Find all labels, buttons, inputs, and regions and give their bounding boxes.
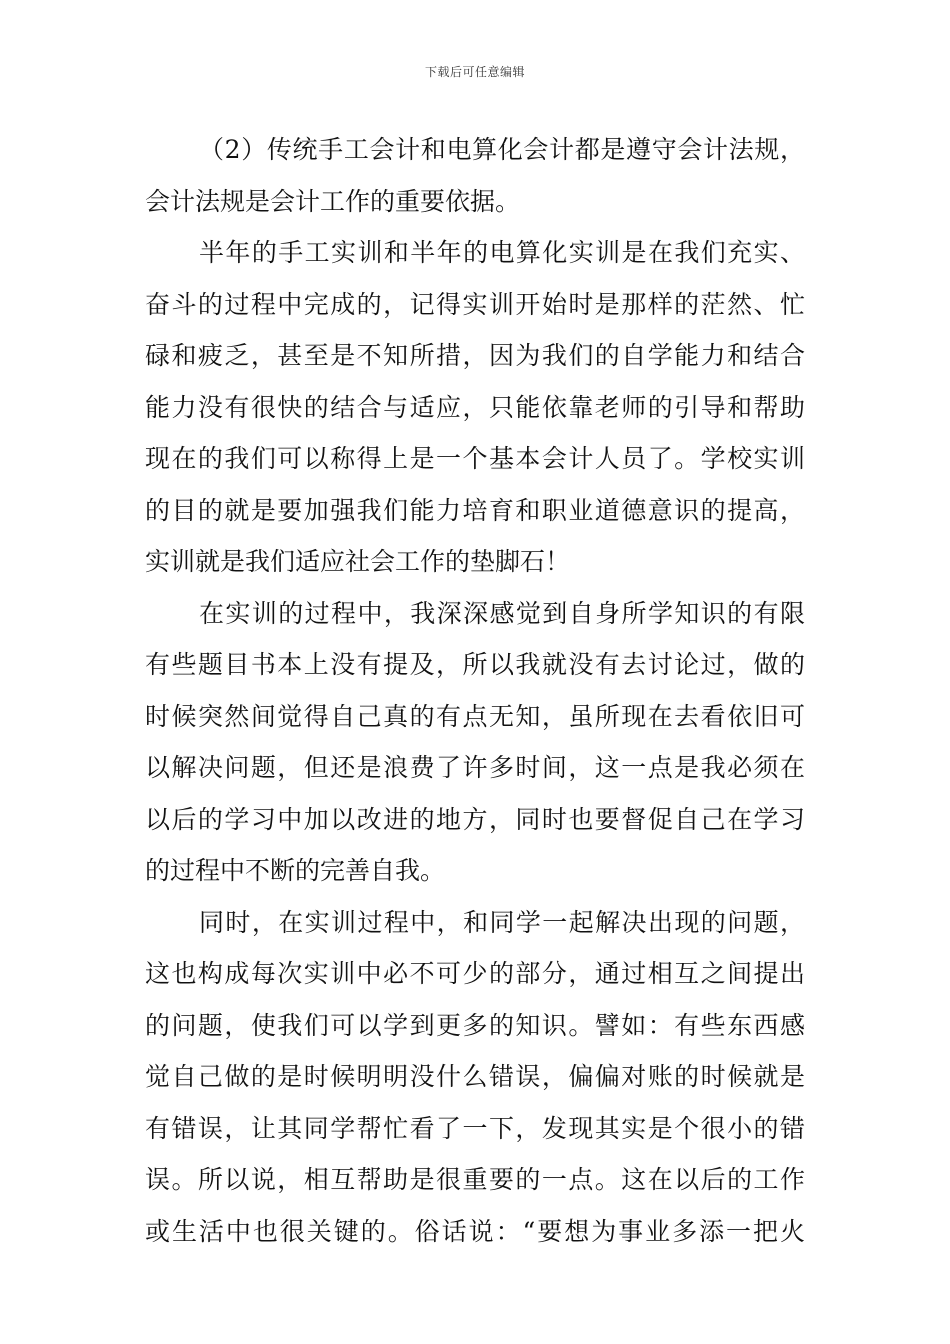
paragraph-4-line-7: 或生活中也很关键的。俗话说：“要想为事业多添一把火 bbox=[145, 1216, 805, 1246]
paragraph-2-line-7: 实训就是我们适应社会工作的垫脚石！ bbox=[145, 547, 571, 576]
paragraph-2-line-2: 奋斗的过程中完成的，记得实训开始时是那样的茫然、忙 bbox=[145, 289, 805, 319]
paragraph-1-line-2: 会计法规是会计工作的重要依据。 bbox=[145, 186, 521, 216]
paragraph-3-line-1: 在实训的过程中，我深深感觉到自身所学知识的有限 bbox=[199, 598, 805, 628]
paragraph-2-line-3: 碌和疲乏，甚至是不知所措，因为我们的自学能力和结合 bbox=[145, 341, 805, 370]
paragraph-4-line-1: 同时，在实训过程中，和同学一起解决出现的问题， bbox=[199, 907, 805, 937]
document-body bbox=[145, 124, 805, 1257]
paragraph-4-line-6: 误。所以说，相互帮助是很重要的一点。这在以后的工作 bbox=[145, 1165, 805, 1194]
paragraph-3-line-3: 时候突然间觉得自己真的有点无知，虽所现在去看依旧可 bbox=[145, 701, 805, 731]
paragraph-1-line-1: （2）传统手工会计和电算化会计都是遵守会计法规， bbox=[199, 135, 805, 164]
page-header: 下载后可任意编辑 bbox=[424, 65, 525, 79]
paragraph-2-line-6: 的目的就是要加强我们能力培育和职业道德意识的提高， bbox=[145, 495, 805, 525]
paragraph-2-line-1: 半年的手工实训和半年的电算化实训是在我们充实、 bbox=[199, 238, 805, 267]
paragraph-4-line-5: 有错误，让其同学帮忙看了一下，发现其实是个很小的错 bbox=[145, 1113, 805, 1143]
paragraph-3-line-6: 的过程中不断的完善自我。 bbox=[145, 856, 446, 885]
paragraph-2-line-5: 现在的我们可以称得上是一个基本会计人员了。学校实训 bbox=[145, 444, 805, 473]
paragraph-2-line-4: 能力没有很快的结合与适应，只能依靠老师的引导和帮助 bbox=[145, 392, 805, 422]
paragraph-4-line-3: 的问题，使我们可以学到更多的知识。譬如：有些东西感 bbox=[145, 1010, 805, 1040]
paragraph-4-line-4: 觉自己做的是时候明明没什么错误，偏偏对账的时候就是 bbox=[145, 1062, 805, 1091]
paragraph-3-line-5: 以后的学习中加以改进的地方，同时也要督促自己在学习 bbox=[145, 804, 805, 834]
paragraph-4-line-2: 这也构成每次实训中必不可少的部分，通过相互之间提出 bbox=[145, 959, 805, 988]
paragraph-3-line-2: 有些题目书本上没有提及，所以我就没有去讨论过，做的 bbox=[145, 650, 805, 679]
paragraph-3-line-4: 以解决问题，但还是浪费了许多时间，这一点是我必须在 bbox=[145, 753, 805, 782]
